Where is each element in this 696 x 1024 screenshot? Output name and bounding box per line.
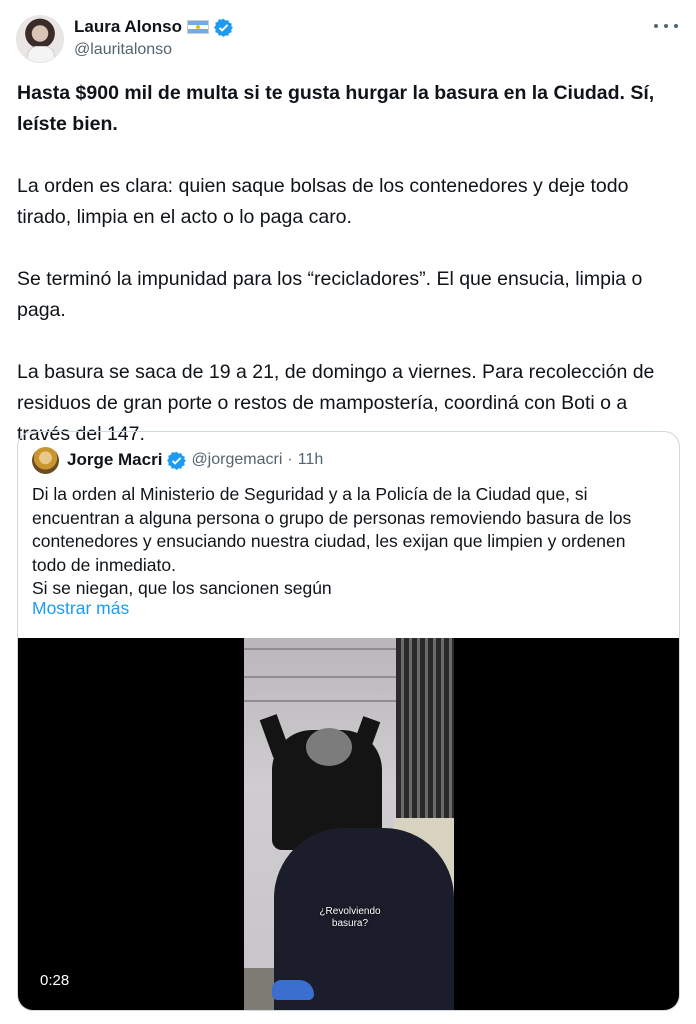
quoted-text-line: Di la orden al Ministerio de Seguridad y a la Policía de la Ciudad que, si (32, 484, 588, 504)
author-avatar[interactable] (16, 15, 64, 63)
tweet-body (17, 78, 677, 481)
tweet-paragraph: Hasta $900 mil de multa si te gusta hurgar la basura en la Ciudad. Sí, leíste bien. (17, 82, 655, 135)
quoted-tweet[interactable] (17, 431, 680, 1011)
quoted-author-avatar (32, 447, 59, 474)
quoted-tweet-time: 11h (297, 451, 324, 468)
tweet-paragraph: La basura se saca de 19 a 21, de domingo a viernes. Para recolección de residuos de gran porte o restos de mampostería, coordiná con Boti o a través del 147. (17, 361, 655, 445)
quoted-tweet-header (32, 446, 323, 474)
tweet-paragraph: La orden es clara: quien saque bolsas de los contenedores y deje todo tirado, limpia en el acto o lo paga caro. (17, 175, 629, 228)
quoted-tweet-text (32, 483, 672, 601)
video-caption: ¿Revolviendo basura? (319, 906, 381, 929)
author-handle[interactable]: @lauritalonso (74, 41, 173, 58)
verified-badge-icon (214, 18, 233, 37)
video-frame (244, 638, 454, 1010)
tweet-paragraph: Se terminó la impunidad para los “recicladores”. El que ensucia, limpia o paga. (17, 268, 643, 321)
author-display-name[interactable]: Laura Alonso (74, 17, 182, 36)
verified-badge-icon (167, 451, 186, 470)
quoted-author-handle: @jorgemacri (191, 451, 283, 468)
quoted-text-line: encuentran a alguna persona o grupo de personas removiendo basura de los (32, 507, 632, 528)
author-name-row (74, 16, 233, 38)
argentina-flag-icon (187, 20, 209, 34)
quoted-author-display-name: Jorge Macri (67, 450, 163, 469)
separator-dot: · (287, 451, 293, 468)
show-more-link[interactable]: Mostrar más (32, 598, 130, 618)
video-duration: 0:28 (34, 970, 75, 991)
video-player[interactable] (18, 638, 679, 1010)
quoted-text-line: contenedores y ensuciando nuestra ciudad, les exijan que limpien y ordenen (32, 531, 626, 551)
more-options-icon[interactable] (654, 16, 678, 36)
quoted-text-line: Si se niegan, que los sancionen según (32, 578, 332, 598)
quoted-text-line: todo de inmediato. (32, 554, 176, 575)
tweet-header (0, 0, 696, 70)
